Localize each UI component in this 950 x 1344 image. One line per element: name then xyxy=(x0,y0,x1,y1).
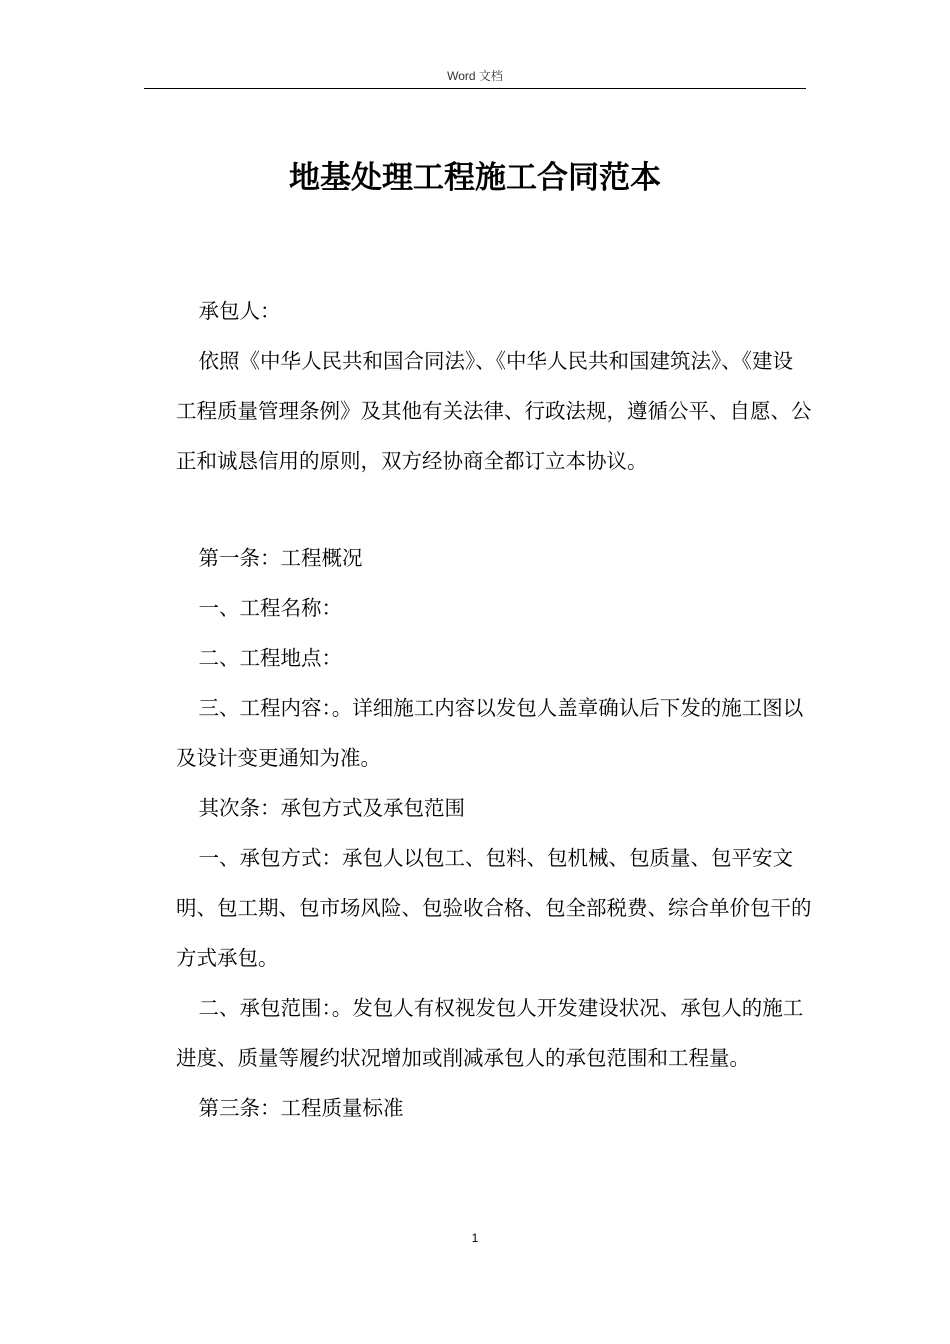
clause-heading-3: 第三条：工程质量标准 xyxy=(198,1096,404,1120)
header-divider xyxy=(144,88,806,89)
intro-section xyxy=(176,286,812,486)
preamble-paragraph: 依照《中华人民共和国合同法》、《中华人民共和国建筑法》、《建设工程质量管理条例》及其他有关法律、行政法规，遵循公平、自愿、公正和诚恳信用的原则，双方经协商全都订立本协议。 xyxy=(176,349,812,473)
contractor-line: 承包人： xyxy=(198,299,281,323)
document-title: 地基处理工程施工合同范本 xyxy=(289,160,661,196)
clauses-section xyxy=(176,533,812,1133)
clause-item-contract-method: 一、承包方式：承包人以包工、包料、包机械、包质量、包平安文明、包工期、包市场风险、包验收合格、包全部税费、综合单价包干的方式承包。 xyxy=(176,846,812,970)
page-number: 1 xyxy=(471,1231,479,1245)
clause-item-project-name: 一、工程名称： xyxy=(198,596,343,620)
clause-item-contract-scope: 二、承包范围：。发包人有权视发包人开发建设状况、承包人的施工进度、质量等履约状况增加或削减承包人的承包范围和工程量。 xyxy=(176,996,804,1070)
clause-item-project-content: 三、工程内容：。详细施工内容以发包人盖章确认后下发的施工图以及设计变更通知为准。 xyxy=(176,696,804,770)
clause-heading-2: 其次条：承包方式及承包范围 xyxy=(198,796,466,820)
page-header-label: Word 文档 xyxy=(447,69,503,83)
clause-heading-1: 第一条：工程概况 xyxy=(198,546,363,570)
clause-item-project-location: 二、工程地点： xyxy=(198,646,343,670)
